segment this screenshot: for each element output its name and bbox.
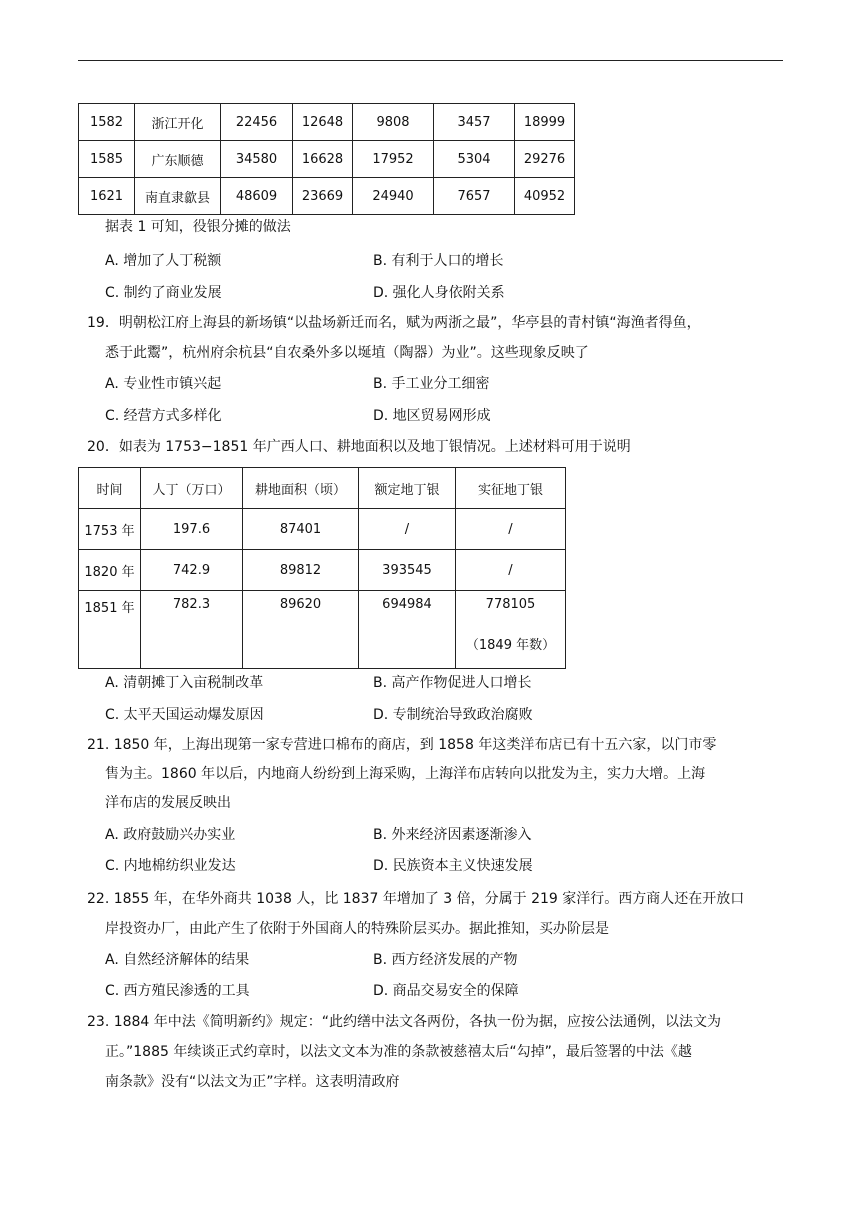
q23-stem-line3: 南条款》没有“以法文为正”字样。这表明清政府 [105, 1074, 400, 1090]
q21-stem-line1: 21. 1850 年，上海出现第一家专营进口棉布的商店，到 1858 年这类洋布店已有十五六家，以门市零 [87, 737, 717, 753]
table-2 [78, 467, 566, 669]
table-1 [78, 103, 575, 215]
table-cell: / [456, 509, 566, 550]
table-header-cell: 实征地丁银 [456, 468, 566, 509]
q21-option-a[interactable]: A. 政府鼓励兴办实业 [105, 827, 236, 843]
q21-stem-line3: 洋布店的发展反映出 [105, 795, 231, 811]
q19-option-c[interactable]: C. 经营方式多样化 [105, 408, 222, 424]
q21-option-b[interactable]: B. 外来经济因素逐渐渗入 [373, 827, 532, 843]
table-cell: 浙江开化 [135, 104, 221, 141]
table-cell: 9808 [353, 104, 434, 141]
table-cell: 40952 [515, 178, 575, 215]
table-cell: 34580 [221, 141, 293, 178]
table-row [79, 141, 575, 178]
q22-option-c[interactable]: C. 西方殖民渗透的工具 [105, 983, 250, 999]
q22-stem-line1: 22. 1855 年，在华外商共 1038 人，比 1837 年增加了 3 倍，分属于 219 家洋行。西方商人还在开放口 [87, 891, 745, 907]
table-cell: 1585 [79, 141, 135, 178]
q19-option-a[interactable]: A. 专业性市镇兴起 [105, 376, 222, 392]
table-cell-note: （1849 年数） [465, 638, 556, 653]
table-cell: 3457 [434, 104, 515, 141]
table-header-row [79, 468, 566, 509]
header-rule [78, 60, 783, 61]
table-cell: 89812 [243, 550, 359, 591]
table-cell: 16628 [293, 141, 353, 178]
table-cell: 742.9 [141, 550, 243, 591]
table-cell-stacked [456, 591, 566, 669]
table-header-cell: 耕地面积（顷） [243, 468, 359, 509]
table-cell: 1820 年 [79, 550, 141, 591]
table-cell: 89620 [243, 591, 359, 669]
table-row [79, 550, 566, 591]
table-cell: 48609 [221, 178, 293, 215]
q21-option-c[interactable]: C. 内地棉纺织业发达 [105, 858, 236, 874]
q20-option-c[interactable]: C. 太平天国运动爆发原因 [105, 707, 264, 723]
q23-stem-line1: 23. 1884 年中法《简明新约》规定：“此约缮中法文各两份，各执一份为据，应按公法通例，以法文为 [87, 1014, 722, 1030]
table-cell: / [359, 509, 456, 550]
q22-stem-line2: 岸投资办厂，由此产生了依附于外国商人的特殊阶层买办。据此推知，买办阶层是 [105, 921, 609, 937]
q21-stem-line2: 售为主。1860 年以后，内地商人纷纷到上海采购，上海洋布店转向以批发为主，实力大增。上海 [105, 766, 706, 782]
table-row [79, 509, 566, 550]
q18-stem: 据表 1 可知，役银分摊的做法 [105, 219, 291, 235]
table-cell: / [456, 550, 566, 591]
table-cell: 22456 [221, 104, 293, 141]
table-cell: 7657 [434, 178, 515, 215]
q20-option-d[interactable]: D. 专制统治导致政治腐败 [373, 707, 533, 723]
table-row [79, 591, 566, 669]
q20-option-a[interactable]: A. 清朝摊丁入亩税制改革 [105, 675, 264, 691]
q22-option-d[interactable]: D. 商品交易安全的保障 [373, 983, 519, 999]
q20-stem: 20．如表为 1753−1851 年广西人口、耕地面积以及地丁银情况。上述材料可用于说明 [87, 439, 631, 455]
table-cell: 694984 [359, 591, 456, 669]
table-cell: 18999 [515, 104, 575, 141]
q18-option-c[interactable]: C. 制约了商业发展 [105, 285, 222, 301]
table-cell: 广东顺德 [135, 141, 221, 178]
table-cell: 197.6 [141, 509, 243, 550]
q19-stem-line2: 悉于此鬻”，杭州府余杭县“自农桑外多以埏埴（陶器）为业”。这些现象反映了 [105, 345, 589, 361]
q19-option-b[interactable]: B. 手工业分工细密 [373, 376, 490, 392]
table-cell: 1753 年 [79, 509, 141, 550]
q21-option-d[interactable]: D. 民族资本主义快速发展 [373, 858, 533, 874]
table-cell: 24940 [353, 178, 434, 215]
table-cell: 23669 [293, 178, 353, 215]
table-cell: 12648 [293, 104, 353, 141]
table-header-cell: 时间 [79, 468, 141, 509]
table-row [79, 104, 575, 141]
table-cell: 393545 [359, 550, 456, 591]
table-cell: 778105 [485, 597, 536, 612]
table-cell: 17952 [353, 141, 434, 178]
table-header-cell: 额定地丁银 [359, 468, 456, 509]
q19-stem-line1: 19．明朝松江府上海县的新场镇“以盐场新迁而名，赋为两浙之最”，华亭县的青村镇“海渔者得鱼， [87, 315, 701, 331]
table-cell: 1582 [79, 104, 135, 141]
table-cell: 29276 [515, 141, 575, 178]
q18-option-b[interactable]: B. 有利于人口的增长 [373, 253, 504, 269]
table-row [79, 178, 575, 215]
table-cell: 87401 [243, 509, 359, 550]
table-cell: 1851 年 [79, 591, 141, 669]
q18-option-a[interactable]: A. 增加了人丁税额 [105, 253, 222, 269]
table-cell: 5304 [434, 141, 515, 178]
table-cell: 1621 [79, 178, 135, 215]
table-cell: 南直隶歙县 [135, 178, 221, 215]
table-header-cell: 人丁（万口） [141, 468, 243, 509]
q19-option-d[interactable]: D. 地区贸易网形成 [373, 408, 491, 424]
table-cell: 782.3 [141, 591, 243, 669]
q20-option-b[interactable]: B. 高产作物促进人口增长 [373, 675, 532, 691]
q22-option-b[interactable]: B. 西方经济发展的产物 [373, 952, 518, 968]
q22-option-a[interactable]: A. 自然经济解体的结果 [105, 952, 250, 968]
q18-option-d[interactable]: D. 强化人身依附关系 [373, 285, 505, 301]
q23-stem-line2: 正。”1885 年续谈正式约章时，以法文文本为准的条款被慈禧太后“勾掉”，最后签署的中法《越 [105, 1044, 692, 1060]
